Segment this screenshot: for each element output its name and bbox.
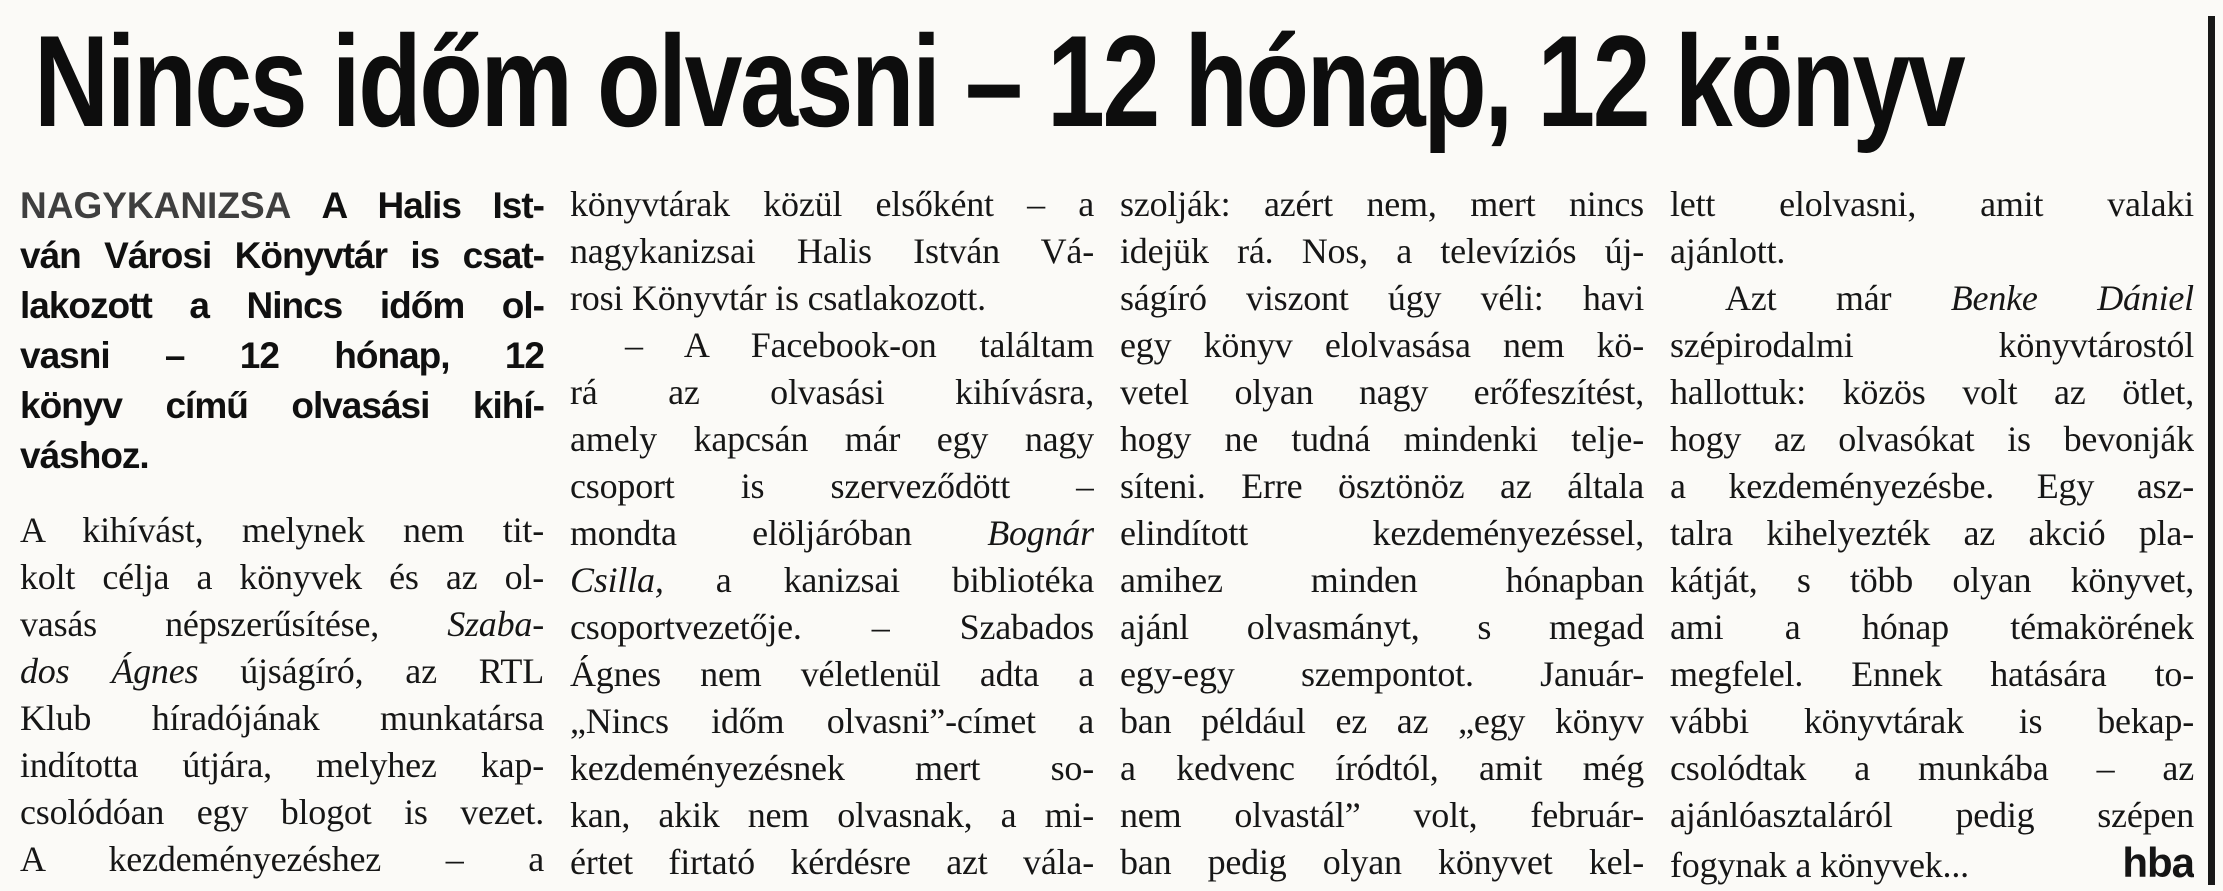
text-line [1120, 651, 1644, 698]
text-run: ván Városi Könyvtár is csat- [20, 235, 544, 276]
text-run: csoport is szerveződött – [570, 466, 1094, 506]
text-run: elindított kezdeményezéssel, [1120, 513, 1644, 553]
location-tag: NAGYKANIZSA [20, 185, 292, 226]
text-run: egy-egy szempontot. Január- [1120, 654, 1644, 694]
text-line [1670, 651, 2194, 698]
text-line [1670, 181, 2194, 228]
text-line [1670, 369, 2194, 416]
text-line [570, 275, 1094, 322]
text-line [20, 331, 544, 381]
text-line [20, 554, 544, 601]
text-line [570, 228, 1094, 275]
text-line [570, 698, 1094, 745]
text-line [1670, 557, 2194, 604]
text-run: idejük rá. Nos, a televíziós új- [1120, 231, 1644, 271]
author-initials: hba [2122, 839, 2194, 886]
text-run: A kihívást, melynek nem tit- [20, 510, 544, 550]
text-line [1670, 604, 2194, 651]
text-run: rosi Könyvtár is csatlakozott. [570, 278, 986, 318]
text-run: Klub híradójának munkatársa [20, 698, 544, 738]
text-line [20, 231, 544, 281]
text-run: vábbi könyvtárak is bekap- [1670, 701, 2194, 741]
text-line [1670, 698, 2194, 745]
text-run: kan, akik nem olvasnak, a mi- [570, 795, 1094, 835]
text-run: könyvtárak közül elsőként – a [570, 184, 1094, 224]
text-run: lakozott a Nincs időm ol- [20, 285, 544, 326]
text-run: mondta elöljáróban [570, 513, 988, 553]
text-line [570, 322, 1094, 369]
text-run: egy könyv elolvasása nem kö- [1120, 325, 1644, 365]
text-line [570, 510, 1094, 557]
text-run: újságíró, az RTL [198, 651, 544, 691]
article-column-1 [20, 181, 544, 886]
text-line [20, 381, 544, 431]
text-run: amihez minden hónapban [1120, 560, 1644, 600]
text-run: ami a hónap témakörének [1670, 607, 2194, 647]
text-run: ajánl olvasmányt, s megad [1120, 607, 1644, 647]
text-line [570, 792, 1094, 839]
text-line [570, 463, 1094, 510]
text-run: talra kihelyezték az akció pla- [1670, 513, 2194, 553]
text-line [1670, 745, 2194, 792]
text-line [20, 695, 544, 742]
article-columns [20, 181, 2194, 886]
person-name-italic: dos Ágnes [20, 651, 199, 691]
text-run: ajánlóasztaláról pedig szépen [1670, 795, 2194, 835]
text-run: kátját, s több olyan könyvet, [1670, 560, 2194, 600]
text-line [1120, 416, 1644, 463]
text-line [1670, 228, 2194, 275]
column-rule [2208, 16, 2215, 885]
text-line [570, 839, 1094, 886]
text-line [1120, 228, 1644, 275]
text-run: ajánlott. [1670, 231, 1786, 271]
text-run: vasni – 12 hónap, 12 [20, 335, 544, 376]
text-line [1670, 416, 2194, 463]
text-line [20, 648, 544, 695]
text-line [570, 181, 1094, 228]
text-run: vetel olyan nagy erőfeszítést, [1120, 372, 1644, 412]
person-name-italic: Csilla, [570, 560, 664, 600]
text-line [1120, 322, 1644, 369]
article-column-2 [570, 181, 1094, 886]
text-line [20, 789, 544, 836]
text-run: értet firtató kérdésre azt vála- [570, 842, 1094, 882]
text-run: nem olvastál” volt, február- [1120, 795, 1644, 835]
text-line [570, 651, 1094, 698]
text-line [1670, 322, 2194, 369]
text-run: lett elolvasni, amit valaki [1670, 184, 2194, 224]
text-run: megfelel. Ennek hatására to- [1670, 654, 2194, 694]
text-line [20, 181, 544, 231]
text-run: ságíró viszont úgy véli: havi [1120, 278, 1644, 318]
text-line [570, 416, 1094, 463]
text-run: Ágnes nem véletlenül adta a [570, 654, 1094, 694]
text-run: síteni. Erre ösztönöz az általa [1120, 466, 1644, 506]
text-line [1120, 181, 1644, 228]
text-run: a kedvenc íródtól, amit még [1120, 748, 1644, 788]
text-run: csoportvezetője. – Szabados [570, 607, 1094, 647]
text-run: fogynak a könyvek... [1670, 845, 1969, 885]
text-run: A kezdeményezéshez – a [20, 839, 544, 879]
text-run: A Halis Ist- [291, 185, 544, 226]
text-run: ban például ez az „egy könyv [1120, 701, 1644, 741]
text-line [570, 604, 1094, 651]
text-run: rá az olvasási kihívásra, [570, 372, 1094, 412]
text-run: szolják: azért nem, mert nincs [1120, 184, 1644, 224]
text-line [1670, 463, 2194, 510]
text-line [20, 601, 544, 648]
article-headline: Nincs időm olvasni – 12 hónap, 12 könyv [34, 8, 1964, 154]
text-line [1120, 369, 1644, 416]
text-run: váshoz. [20, 435, 149, 476]
person-name-italic: Szaba- [447, 604, 544, 644]
text-line [1120, 557, 1644, 604]
text-line [570, 745, 1094, 792]
text-run: kolt célja a könyvek és az ol- [20, 557, 544, 597]
text-run: csolódóan egy blogot is vezet. [20, 792, 544, 832]
text-run: ban pedig olyan könyvet kel- [1120, 842, 1644, 882]
text-line [1670, 275, 2194, 322]
text-line [1120, 792, 1644, 839]
text-run: nagykanizsai Halis István Vá- [570, 231, 1094, 271]
text-run: amely kapcsán már egy nagy [570, 419, 1094, 459]
text-line [1670, 839, 2194, 886]
text-line [20, 836, 544, 883]
text-line [1120, 745, 1644, 792]
text-run: indította útjára, melyhez kap- [20, 745, 544, 785]
text-run: könyv című olvasási kihí- [20, 385, 544, 426]
paragraph-gap [20, 481, 544, 507]
text-run: hogy ne tudná mindenki telje- [1120, 419, 1644, 459]
text-line [1670, 792, 2194, 839]
text-run: „Nincs időm olvasni”-címet a [570, 701, 1094, 741]
text-run: vasás népszerűsítése, [20, 604, 448, 644]
text-run: hallottuk: közös volt az ötlet, [1670, 372, 2194, 412]
text-line [1120, 463, 1644, 510]
text-line [1120, 698, 1644, 745]
text-run: – A Facebook-on találtam [625, 325, 1094, 365]
person-name-italic: Benke Dániel [1950, 278, 2194, 318]
text-line [1120, 275, 1644, 322]
text-run: szépirodalmi könyvtárostól [1670, 325, 2194, 365]
text-line [1670, 510, 2194, 557]
text-line [20, 742, 544, 789]
person-name-italic: Bognár [987, 513, 1094, 553]
text-run: hogy az olvasókat is bevonják [1670, 419, 2194, 459]
text-run: Azt már [1725, 278, 1951, 318]
text-line [1120, 604, 1644, 651]
text-run: a kezdeményezésbe. Egy asz- [1670, 466, 2194, 506]
text-line [1120, 839, 1644, 886]
text-run: a kanizsai bibliotéka [663, 560, 1094, 600]
article-column-3 [1120, 181, 1644, 886]
article-column-4 [1670, 181, 2194, 886]
text-line [20, 507, 544, 554]
text-line [1120, 510, 1644, 557]
text-line [20, 431, 544, 481]
text-line [20, 281, 544, 331]
text-run: kezdeményezésnek mert so- [570, 748, 1094, 788]
text-run: csolódtak a munkába – az [1670, 748, 2194, 788]
text-line [570, 369, 1094, 416]
text-line [570, 557, 1094, 604]
